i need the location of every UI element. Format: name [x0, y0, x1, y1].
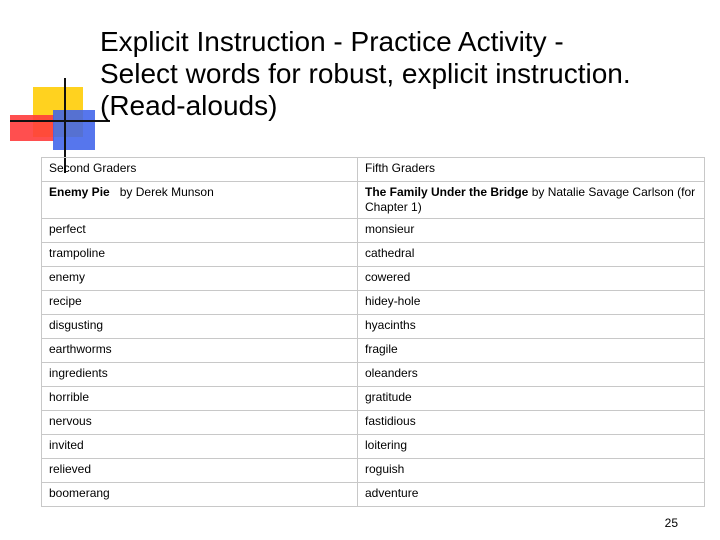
table-row	[42, 267, 705, 291]
book-author: by Derek Munson	[119, 185, 214, 199]
word-cell: nervous	[42, 411, 358, 435]
book-second-graders	[42, 182, 358, 219]
table-row	[42, 339, 705, 363]
word-cell: earthworms	[42, 339, 358, 363]
vocabulary-table	[41, 157, 705, 507]
table-row	[42, 363, 705, 387]
book-title: The Family Under the Bridge	[365, 185, 529, 199]
table-row	[42, 411, 705, 435]
table-row	[42, 291, 705, 315]
word-cell: enemy	[42, 267, 358, 291]
table-row	[42, 435, 705, 459]
word-cell: disgusting	[42, 315, 358, 339]
word-cell: loitering	[358, 435, 705, 459]
title-line-2: Select words for robust, explicit instruction.	[100, 58, 631, 89]
word-cell: fragile	[358, 339, 705, 363]
page-number: 25	[664, 516, 678, 530]
table-row	[42, 387, 705, 411]
word-cell: horrible	[42, 387, 358, 411]
book-fifth-graders	[358, 182, 705, 219]
header-second-graders: Second Graders	[42, 158, 358, 182]
decor-red-square	[10, 115, 54, 141]
word-cell: relieved	[42, 459, 358, 483]
header-fifth-graders: Fifth Graders	[358, 158, 705, 182]
word-cell: monsieur	[358, 219, 705, 243]
book-row	[42, 182, 705, 219]
word-cell: invited	[42, 435, 358, 459]
word-cell: cowered	[358, 267, 705, 291]
table-row	[42, 243, 705, 267]
word-cell: gratitude	[358, 387, 705, 411]
word-cell: cathedral	[358, 243, 705, 267]
title-line-1: Explicit Instruction - Practice Activity -	[100, 26, 564, 57]
word-cell: adventure	[358, 483, 705, 507]
word-cell: roguish	[358, 459, 705, 483]
decor-horizontal-line	[10, 120, 110, 122]
table-row	[42, 315, 705, 339]
book-author: by Natalie Savage Carlson (for Chapter 1)	[365, 185, 696, 214]
table-row	[42, 219, 705, 243]
word-cell: hyacinths	[358, 315, 705, 339]
word-cell: oleanders	[358, 363, 705, 387]
title-line-3: (Read-alouds)	[100, 90, 278, 121]
word-cell: boomerang	[42, 483, 358, 507]
book-title: Enemy Pie	[49, 185, 110, 199]
decor-blue-square	[53, 110, 95, 150]
word-cell: perfect	[42, 219, 358, 243]
header-row	[42, 158, 705, 182]
slide-title	[100, 26, 712, 122]
word-cell: fastidious	[358, 411, 705, 435]
word-cell: hidey-hole	[358, 291, 705, 315]
word-cell: ingredients	[42, 363, 358, 387]
word-cell: recipe	[42, 291, 358, 315]
word-cell: trampoline	[42, 243, 358, 267]
table-row	[42, 483, 705, 507]
table-row	[42, 459, 705, 483]
